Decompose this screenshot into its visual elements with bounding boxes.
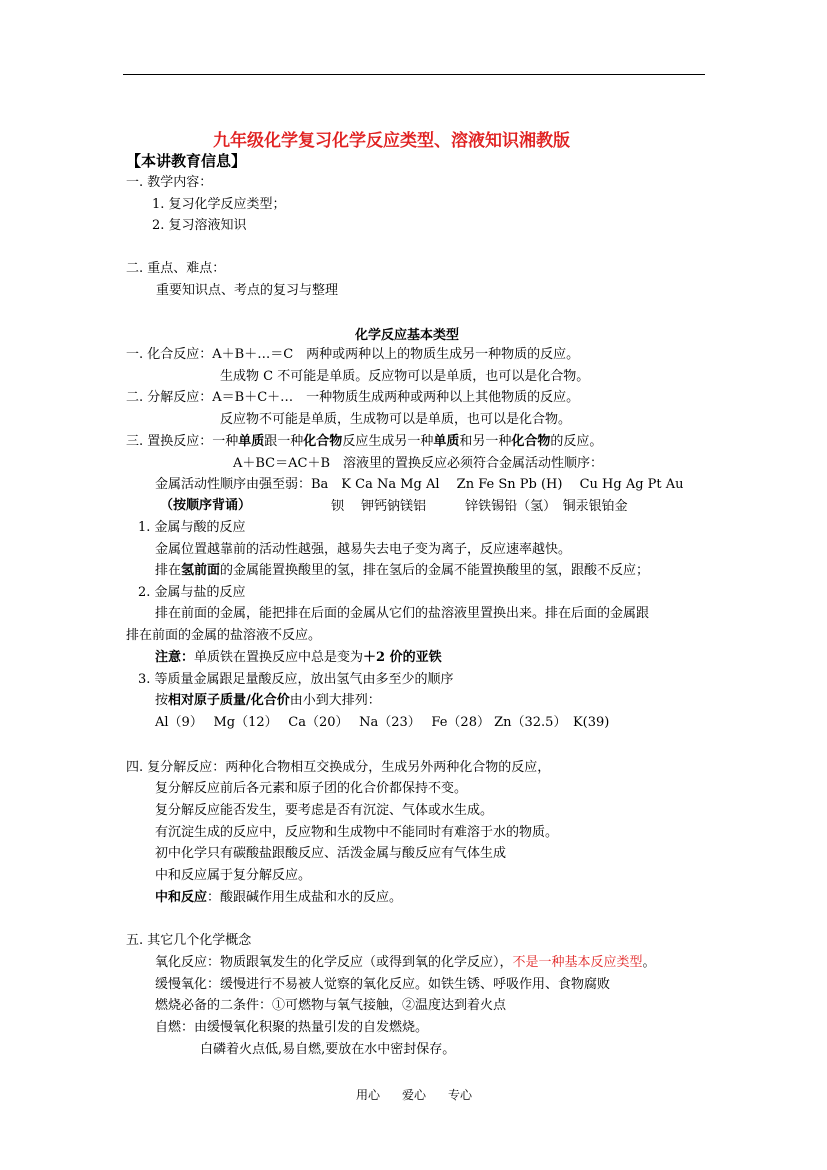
page-footer bbox=[356, 1086, 494, 1103]
double-decomp-line-1: 四. 复分解反应：两种化合物相互交换成分，生成另外两种化合物的反应， bbox=[126, 760, 551, 775]
acid-reaction-line-2 bbox=[155, 562, 649, 580]
page-title: 九年级化学复习化学反应类型、溶液知识湘教版 bbox=[213, 131, 570, 151]
oxidation-text: 氧化反应：物质跟氧发生的化学反应（或得到氧的化学反应）， bbox=[155, 955, 513, 970]
recite-text: 钡 钾钙钠镁铝 锌铁锡铅（氢） 铜汞银铂金 bbox=[331, 499, 628, 514]
section-heading: 【本讲教育信息】 bbox=[126, 152, 247, 170]
header-rule bbox=[123, 74, 705, 75]
other-concepts-label: 五. 其它几个化学概念 bbox=[126, 933, 252, 948]
section-subheading: 化学反应基本类型 bbox=[355, 328, 460, 343]
decomposition-line-1: 二. 分解反应：A＝B＋C＋… 一种物质生成两种或两种以上其他物质的反应。 bbox=[126, 390, 580, 405]
iron-note bbox=[155, 649, 442, 667]
ratio-pre: 按 bbox=[155, 693, 169, 708]
replacement-word-4: 化合物 bbox=[511, 434, 551, 449]
neutralization-text: ：酸跟碱作用生成盐和水的反应。 bbox=[207, 890, 403, 905]
neutralization-bold: 中和反应 bbox=[155, 890, 208, 905]
double-decomp-line-3: 复分解反应能否发生，要考虑是否有沉淀、气体或水生成。 bbox=[155, 803, 494, 818]
replacement-mid-1: 跟一种 bbox=[264, 434, 304, 449]
double-decomp-line-2: 复分解反应前后各元素和原子团的化合价都保持不变。 bbox=[155, 781, 468, 796]
replacement-mid-3: 和另一种 bbox=[459, 434, 512, 449]
footer-word-1: 用心 bbox=[356, 1088, 381, 1102]
footer-word-2: 爱心 bbox=[402, 1088, 427, 1102]
note-bold: ＋2 价的亚铁 bbox=[363, 650, 442, 665]
replacement-definition bbox=[126, 433, 602, 451]
teaching-content-label: 一. 教学内容： bbox=[126, 175, 213, 190]
double-decomp-line-4: 有沉淀生成的反应中，反应物和生成物中不能同时有难溶于水的物质。 bbox=[155, 825, 559, 840]
replacement-formula: A＋BC＝AC＋B 溶液里的置换反应必须符合金属活动性顺序： bbox=[233, 456, 604, 471]
acid-line-2-bold: 氢前面 bbox=[181, 563, 221, 578]
acid-line-2-pre: 排在 bbox=[155, 563, 182, 578]
ratio-rule bbox=[155, 692, 381, 710]
recite-label: （按顺序背诵） bbox=[160, 498, 252, 513]
double-decomp-line-6: 中和反应属于复分解反应。 bbox=[155, 868, 312, 883]
key-points-text: 重要知识点、考点的复习与整理 bbox=[156, 283, 339, 298]
equal-mass-title: 3. 等质量金属跟足量酸反应，放出氢气由多至少的顺序 bbox=[138, 672, 454, 687]
ratio-values: Al（9） Mg（12） Ca（20） Na（23） Fe（28） Zn（32.5） K(39) bbox=[155, 715, 610, 730]
oxidation-def bbox=[155, 954, 656, 972]
combination-line-1: 一. 化合反应：A＋B＋…＝C 两种或两种以上的物质生成另一种物质的反应。 bbox=[126, 347, 580, 362]
teaching-item-2: 2. 复习溶液知识 bbox=[152, 218, 247, 233]
decomposition-line-2: 反应物不可能是单质，生成物可以是单质，也可以是化合物。 bbox=[220, 412, 572, 427]
activity-series: 金属活动性顺序由强至弱：Ba K Ca Na Mg Al Zn Fe Sn Pb (H) Cu Hg Ag Pt Au bbox=[155, 477, 684, 492]
white-phosphorus: 白磷着火点低,易自燃,要放在水中密封保存。 bbox=[200, 1042, 456, 1057]
replacement-mid-2: 反应生成另一种 bbox=[342, 434, 434, 449]
note-text: 单质铁在置换反应中总是变为 bbox=[194, 650, 364, 665]
combustion-conditions: 燃烧必备的二条件：①可燃物与氧气接触，②温度达到着火点 bbox=[155, 998, 507, 1013]
salt-reaction-line-2: 排在前面的金属的盐溶液不反应。 bbox=[126, 628, 322, 643]
replacement-word-2: 化合物 bbox=[303, 434, 343, 449]
teaching-item-1: 1. 复习化学反应类型； bbox=[152, 197, 286, 212]
note-label: 注意： bbox=[155, 650, 195, 665]
replacement-word-1: 单质 bbox=[238, 434, 265, 449]
ratio-bold: 相对原子质量/化合价 bbox=[168, 693, 290, 708]
acid-line-2-post: 的金属能置换酸里的氢，排在氢后的金属不能置换酸里的氢，跟酸不反应； bbox=[220, 563, 650, 578]
neutralization-def bbox=[155, 889, 402, 907]
footer-word-3: 专心 bbox=[448, 1088, 473, 1102]
acid-reaction-line-1: 金属位置越靠前的活动性越强，越易失去电子变为离子，反应速率越快。 bbox=[155, 542, 572, 557]
key-points-label: 二. 重点、难点： bbox=[126, 261, 226, 276]
oxidation-end: 。 bbox=[642, 955, 656, 970]
replacement-prefix: 三. 置换反应：一种 bbox=[126, 434, 239, 449]
combination-line-2: 生成物 C 不可能是单质。反应物可以是单质，也可以是化合物。 bbox=[220, 369, 590, 384]
spontaneous-combustion: 自燃：由缓慢氧化积聚的热量引发的自发燃烧。 bbox=[155, 1020, 429, 1035]
slow-oxidation: 缓慢氧化：缓慢进行不易被人觉察的氧化反应。如铁生锈、呼吸作用、食物腐败 bbox=[155, 977, 611, 992]
replacement-suffix: 的反应。 bbox=[550, 434, 603, 449]
acid-reaction-title: 1. 金属与酸的反应 bbox=[138, 520, 246, 535]
replacement-word-3: 单质 bbox=[433, 434, 460, 449]
double-decomp-line-5: 初中化学只有碳酸盐跟酸反应、活泼金属与酸反应有气体生成 bbox=[155, 846, 507, 861]
salt-reaction-title: 2. 金属与盐的反应 bbox=[138, 585, 246, 600]
oxidation-red: 不是一种基本反应类型 bbox=[512, 955, 643, 970]
ratio-post: 由小到大排列： bbox=[289, 693, 381, 708]
salt-reaction-line-1: 排在前面的金属，能把排在后面的金属从它们的盐溶液里置换出来。排在后面的金属跟 bbox=[155, 606, 650, 621]
